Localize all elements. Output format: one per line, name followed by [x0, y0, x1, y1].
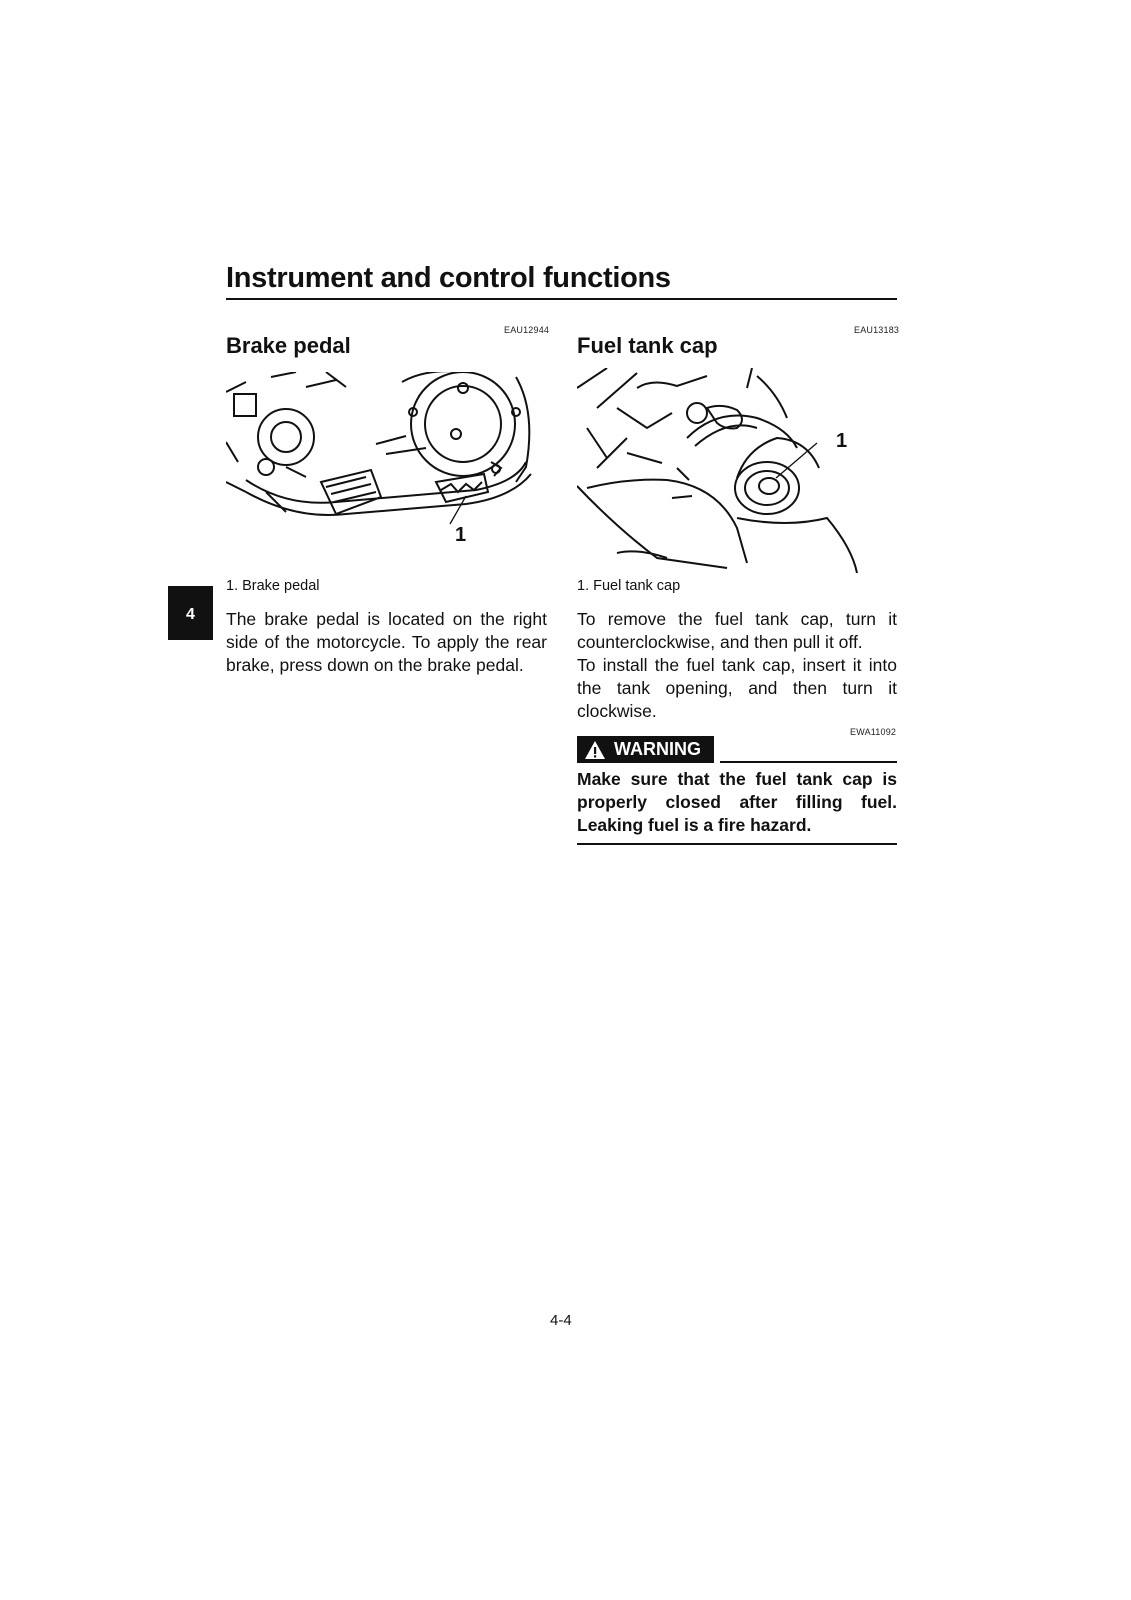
warning-rule-bottom: [577, 843, 897, 845]
section-title-fuel-tank-cap: Fuel tank cap: [577, 333, 718, 358]
section-code: EAU12944: [504, 325, 550, 335]
warning-rule-top: [720, 761, 897, 763]
chapter-tab: 4: [168, 586, 213, 640]
section-code: EAU13183: [854, 325, 900, 335]
brake-pedal-illustration: [226, 372, 546, 562]
figure-caption: 1. Fuel tank cap: [577, 578, 681, 594]
body-paragraph: To install the fuel tank cap, insert it into the tank opening, and then turn it clockwise.: [577, 655, 897, 721]
body-paragraph: To remove the fuel tank cap, turn it counterclockwise, and then pull it off.: [577, 609, 897, 652]
callout-number: 1: [455, 524, 467, 546]
body-paragraph: The brake pedal is located on the right side of the motorcycle. To apply the rear brake, press down on the brake pedal.: [226, 609, 547, 675]
warning-text: Make sure that the fuel tank cap is properly closed after filling fuel. Leaking fuel is a fire hazard.: [577, 769, 897, 835]
warning-label: WARNING: [614, 739, 701, 759]
fuel-tank-cap-illustration: [577, 368, 897, 578]
title-divider: [226, 298, 897, 300]
warning-code: EWA11092: [850, 727, 897, 737]
warning-badge: [577, 736, 714, 763]
page-title: Instrument and control functions: [226, 262, 671, 294]
page-number: 4-4: [550, 1312, 572, 1329]
figure-caption: 1. Brake pedal: [226, 578, 320, 594]
section-title-brake-pedal: Brake pedal: [226, 333, 351, 358]
warning-icon: [584, 740, 606, 760]
callout-number: 1: [836, 430, 848, 452]
